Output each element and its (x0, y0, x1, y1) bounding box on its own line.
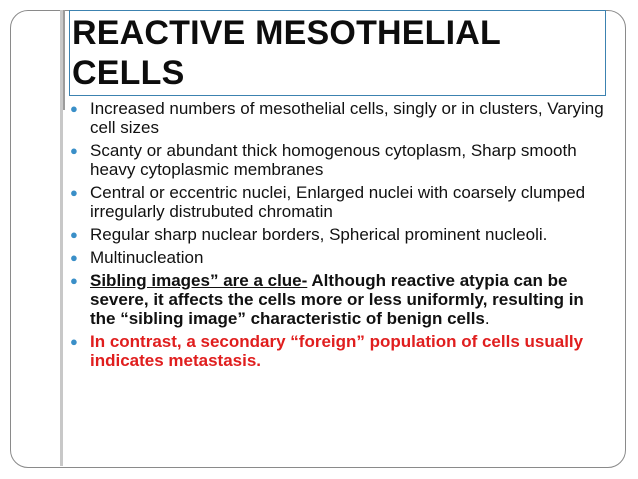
title-line-2: CELLS (72, 54, 185, 92)
bullet-text: Multinucleation (90, 248, 204, 267)
bullet-text: Scanty or abundant thick homogenous cytoplasm, Sharp smooth heavy cytoplasmic membranes (90, 141, 577, 179)
bullet-item-contrast (66, 332, 606, 370)
bullet-marker-icon: ● (70, 273, 78, 288)
bullet-marker-icon: ● (70, 250, 78, 265)
bullet-list (66, 99, 606, 374)
bullet-item-sibling-images (66, 271, 606, 328)
slide-title (72, 13, 602, 93)
left-accent-rule-dark (63, 10, 65, 110)
bullet-marker-icon: ● (70, 334, 78, 349)
bullet-marker-icon: ● (70, 185, 78, 200)
bullet-text: Central or eccentric nuclei, Enlarged nuclei with coarsely clumped irregularly distrubuted chromatin (90, 183, 586, 221)
bullet-marker-icon: ● (70, 227, 78, 242)
bullet-item (66, 225, 606, 244)
bullet-red-text: In contrast, a secondary “foreign” population of cells usually indicates metastasis. (90, 332, 584, 370)
bullet-end-punct: . (484, 309, 490, 328)
bullet-marker-icon: ● (70, 101, 78, 116)
bullet-underlined-lead: Sibling images” are a clue- (90, 271, 308, 290)
bullet-marker-icon: ● (70, 143, 78, 158)
bullet-bold-text: Although reactive atypia can be severe, it affects the cells more or less uniformly, resulting in the “sibling image” characteristic of benign cells (90, 271, 584, 328)
bullet-text: Regular sharp nuclear borders, Spherical prominent nucleoli. (90, 225, 548, 244)
bullet-item (66, 141, 606, 179)
bullet-item (66, 248, 606, 267)
title-line-1: REACTIVE MESOTHELIAL (72, 14, 502, 52)
bullet-item (66, 183, 606, 221)
bullet-text: Increased numbers of mesothelial cells, singly or in clusters, Varying cell sizes (90, 99, 604, 137)
bullet-item (66, 99, 606, 137)
